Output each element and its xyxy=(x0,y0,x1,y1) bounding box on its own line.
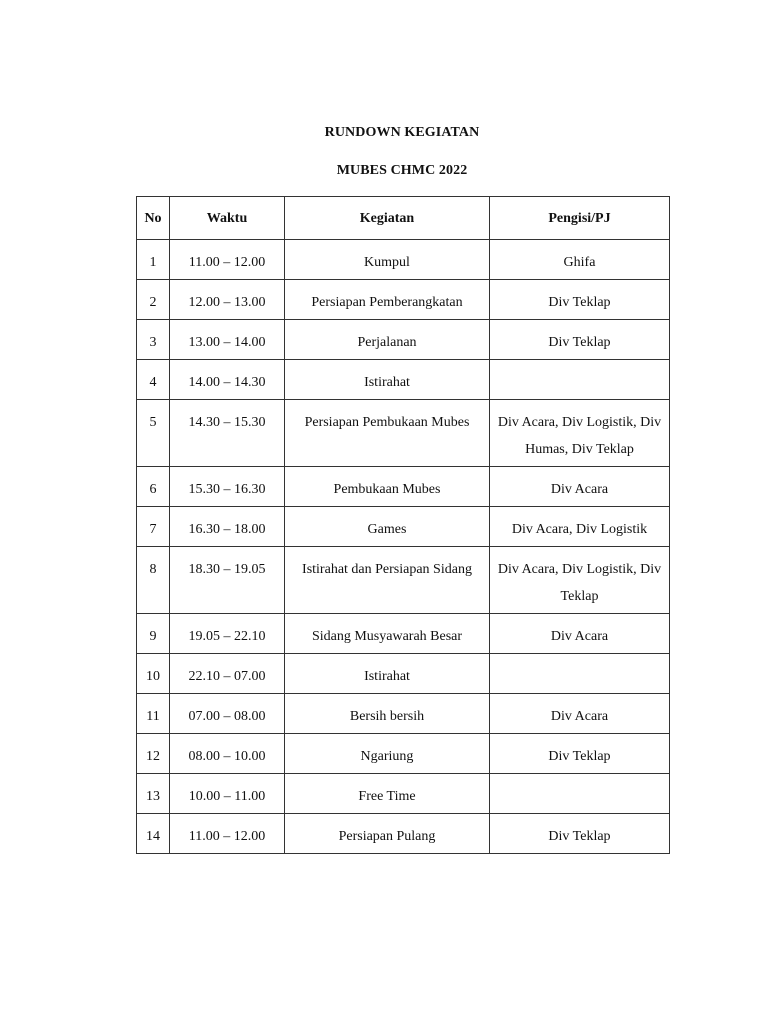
cell-waktu: 08.00 – 10.00 xyxy=(170,734,285,774)
table-row xyxy=(137,654,670,694)
cell-waktu: 11.00 – 12.00 xyxy=(170,240,285,280)
cell-no: 8 xyxy=(137,547,170,614)
table-row xyxy=(137,774,670,814)
cell-waktu: 13.00 – 14.00 xyxy=(170,320,285,360)
cell-no: 14 xyxy=(137,814,170,854)
table-row xyxy=(137,240,670,280)
cell-no: 1 xyxy=(137,240,170,280)
table-row xyxy=(137,320,670,360)
cell-no: 13 xyxy=(137,774,170,814)
cell-waktu: 22.10 – 07.00 xyxy=(170,654,285,694)
cell-kegiatan: Pembukaan Mubes xyxy=(285,467,490,507)
cell-pj: Div Acara xyxy=(490,614,670,654)
cell-no: 3 xyxy=(137,320,170,360)
cell-pj: Div Teklap xyxy=(490,320,670,360)
cell-kegiatan: Persiapan Pulang xyxy=(285,814,490,854)
table-row xyxy=(137,280,670,320)
cell-kegiatan: Free Time xyxy=(285,774,490,814)
cell-no: 7 xyxy=(137,507,170,547)
cell-waktu: 10.00 – 11.00 xyxy=(170,774,285,814)
rundown-table xyxy=(136,196,670,854)
cell-waktu: 19.05 – 22.10 xyxy=(170,614,285,654)
header-no: No xyxy=(137,197,170,240)
cell-no: 10 xyxy=(137,654,170,694)
cell-waktu: 15.30 – 16.30 xyxy=(170,467,285,507)
cell-pj: Div Acara, Div Logistik, Div Teklap xyxy=(490,547,670,614)
table-row xyxy=(137,694,670,734)
document-subtitle: MUBES CHMC 2022 xyxy=(336,163,468,178)
cell-waktu: 18.30 – 19.05 xyxy=(170,547,285,614)
cell-pj xyxy=(490,774,670,814)
header-kegiatan: Kegiatan xyxy=(285,197,490,240)
cell-pj: Div Acara, Div Logistik, Div Humas, Div Teklap xyxy=(490,400,670,467)
cell-kegiatan: Kumpul xyxy=(285,240,490,280)
header-pj: Pengisi/PJ xyxy=(490,197,670,240)
cell-no: 4 xyxy=(137,360,170,400)
table-row xyxy=(137,814,670,854)
cell-pj: Div Acara xyxy=(490,467,670,507)
table-row xyxy=(137,360,670,400)
table-row xyxy=(137,614,670,654)
cell-kegiatan: Istirahat dan Persiapan Sidang xyxy=(285,547,490,614)
cell-waktu: 07.00 – 08.00 xyxy=(170,694,285,734)
header-waktu: Waktu xyxy=(170,197,285,240)
cell-kegiatan: Perjalanan xyxy=(285,320,490,360)
cell-no: 9 xyxy=(137,614,170,654)
cell-pj: Div Teklap xyxy=(490,734,670,774)
table-row xyxy=(137,400,670,467)
cell-pj: Div Acara, Div Logistik xyxy=(490,507,670,547)
cell-pj xyxy=(490,360,670,400)
cell-kegiatan: Istirahat xyxy=(285,654,490,694)
table-row xyxy=(137,507,670,547)
cell-pj: Div Acara xyxy=(490,694,670,734)
table-row xyxy=(137,467,670,507)
cell-kegiatan: Ngariung xyxy=(285,734,490,774)
cell-kegiatan: Persiapan Pemberangkatan xyxy=(285,280,490,320)
cell-kegiatan: Persiapan Pembukaan Mubes xyxy=(285,400,490,467)
cell-waktu: 14.00 – 14.30 xyxy=(170,360,285,400)
cell-pj xyxy=(490,654,670,694)
cell-waktu: 16.30 – 18.00 xyxy=(170,507,285,547)
cell-pj: Div Teklap xyxy=(490,280,670,320)
cell-pj: Div Teklap xyxy=(490,814,670,854)
cell-no: 6 xyxy=(137,467,170,507)
cell-no: 11 xyxy=(137,694,170,734)
cell-waktu: 12.00 – 13.00 xyxy=(170,280,285,320)
cell-kegiatan: Games xyxy=(285,507,490,547)
cell-waktu: 11.00 – 12.00 xyxy=(170,814,285,854)
document-title: RUNDOWN KEGIATAN xyxy=(324,125,480,140)
cell-no: 12 xyxy=(137,734,170,774)
table-row xyxy=(137,547,670,614)
table-header-row xyxy=(137,197,670,240)
cell-no: 2 xyxy=(137,280,170,320)
cell-pj: Ghifa xyxy=(490,240,670,280)
cell-no: 5 xyxy=(137,400,170,467)
cell-kegiatan: Sidang Musyawarah Besar xyxy=(285,614,490,654)
cell-kegiatan: Bersih bersih xyxy=(285,694,490,734)
table-row xyxy=(137,734,670,774)
cell-waktu: 14.30 – 15.30 xyxy=(170,400,285,467)
cell-kegiatan: Istirahat xyxy=(285,360,490,400)
